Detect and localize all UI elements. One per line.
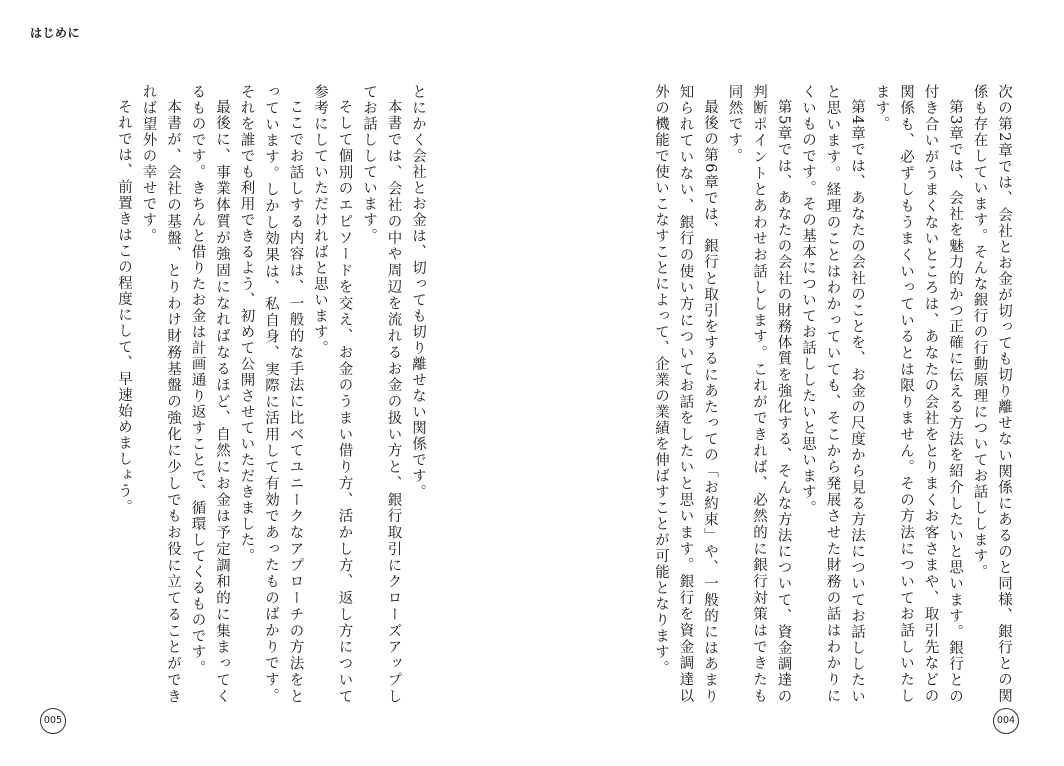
paragraph: 最後に、事業体質が強固になればなるほど、自然にお金は予定調和的に集まってくるものです。きちんと借りたお金は計画通り返すことで、循環してくるものです。 — [189, 84, 230, 704]
paragraph: 最後の第6章では、銀行と取引をするにあたっての「お約束」や、一般的にはあまり知られていない、銀行の使い方についてお話をしたいと思います。銀行を資金調達以外の機能で使いこなすことによって、企業の業績を伸ばすことが可能となります。 — [653, 84, 718, 704]
paragraph: ここでお話しする内容は、一般的な手法に比べてユニークなアプローチの方法をとっています。しかし効果は、私自身、実際に活用して有効であったものばかりです。それを誰でも利用できるよう、初めて公開させていただきました。 — [238, 84, 304, 704]
paragraph: それでは、前置きはこの程度にして、早速始めましょう。 — [116, 98, 132, 515]
right-page-text — [636, 84, 1016, 704]
left-page-body — [70, 84, 430, 704]
paragraph: とにかく会社とお金は、切っても切り離せない関係です。 — [410, 84, 426, 500]
page-number-right: 004 — [993, 708, 1019, 734]
section-header: はじめに — [30, 26, 81, 40]
right-page-body — [636, 84, 1016, 704]
paragraph: 第4章では、あなたの会社のことを、お金の尺度から見る方法についてお話ししたいと思います。経理のことはわかっていても、そこから発展させた財務の話はわかりにくいものです。その基本についてお話ししたいと思います。 — [800, 84, 865, 704]
paragraph: 第5章では、あなたの会社の財務体質を強化する、そんな方法について、資金調達の判断ポイントとあわせお話しします。これができれば、必然的に銀行対策はできたも同然です。 — [726, 84, 792, 704]
paragraph: 本書では、会社の中や周辺を流れるお金の扱い方と、銀行取引にクローズアップしてお話ししています。 — [361, 84, 402, 704]
paragraph: そして個別のエピソードを交え、お金のうまい借り方、活かし方、返し方について参考にしていただければと思います。 — [312, 84, 353, 704]
paragraph: 第3章では、会社を魅力的かつ正確に伝える方法を紹介したいと思います。銀行との付き合いがうまくないところは、あなたの会社をとりまくお客さまや、取引先などの関係も、必ずしもうまくいっているとは限りません。その方法についてお話しいたします。 — [873, 84, 963, 704]
paragraph: 次の第2章では、会社とお金が切っても切り離せない関係にあるのと同様、銀行との関係も存在しています。そんな銀行の行動原理についてお話しします。 — [971, 84, 1012, 704]
left-page-text — [70, 84, 430, 704]
page-number-left: 005 — [40, 708, 66, 734]
paragraph: 本書が、会社の基盤、とりわけ財務基盤の強化に少しでもお役に立てることができれば望外の幸せです。 — [140, 84, 181, 704]
